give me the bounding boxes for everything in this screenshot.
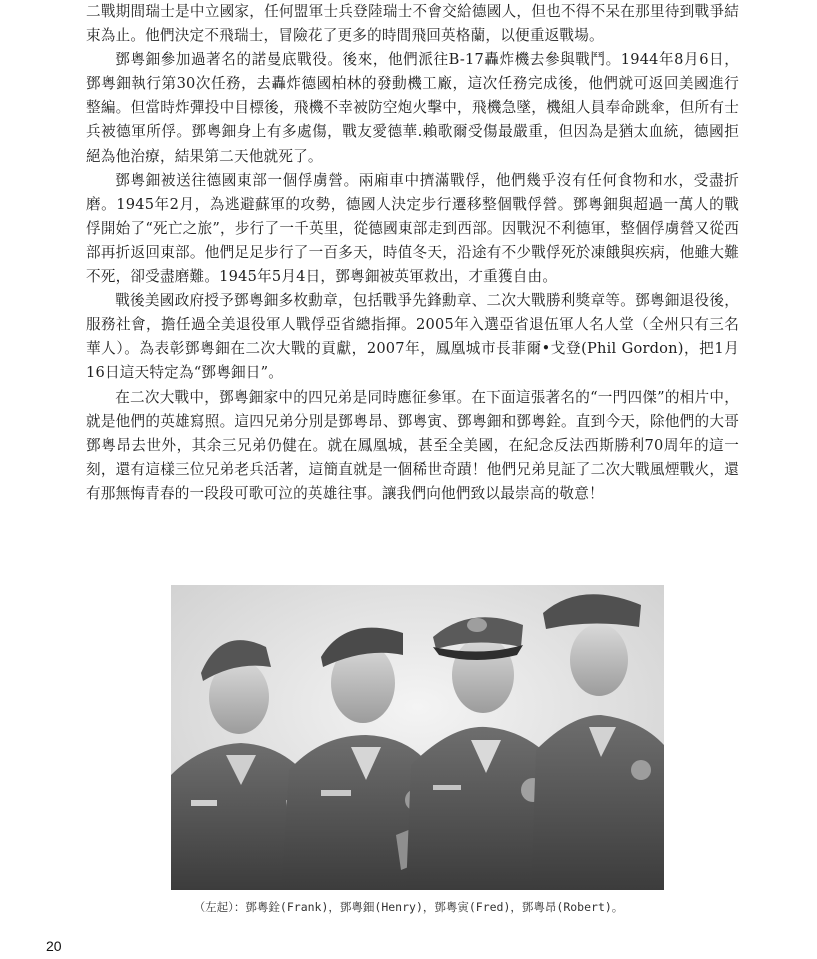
- paragraph-1: 二戰期間瑞士是中立國家，任何盟軍士兵登陸瑞士不會交給德國人，但也不得不呆在那里待到戰爭結束為止。他們決定不飛瑞士，冒險花了更多的時間飛回英格蘭，以便重返戰場。: [86, 3, 739, 45]
- paragraph-2: 鄧粵鈿參加過著名的諾曼底戰役。後來，他們派往B-17轟炸機去參與戰鬥。1944年8月6日，鄧粵鈿執行第30次任務，去轟炸德國柏林的發動機工廠，這次任務完成後，他們就可返回美國進行整編。但當時炸彈投中目標後，飛機不幸被防空炮火擊中，飛機急墜，機組人員奉命跳傘，但所有士兵被德軍所俘。鄧粵鈿身上有多處傷，戰友愛德華.賴歌爾受傷最嚴重，但因為是猶太血統，德國拒絕為他治療，結果第二天他就死了。: [86, 51, 739, 165]
- photo-illustration: [171, 585, 664, 890]
- four-brothers-photo: [171, 585, 664, 890]
- paragraph-3: 鄧粵鈿被送往德國東部一個俘虜營。兩廂車中擠滿戰俘，他們幾乎沒有任何食物和水，受盡折磨。1945年2月，為逃避蘇軍的攻勢，德國人決定步行遷移整個戰俘營。鄧粵鈿與超過一萬人的戰俘開始了“死亡之旅”，步行了一千英里，從德國東部走到西部。因戰況不利德軍，整個俘虜營又從西部再折返回東部。他們足足步行了一百多天，時值冬天，沿途有不少戰俘死於凍餓與疾病，他雖大難不死，卻受盡磨難。1945年5月4日，鄧粵鈿被英軍救出，才重獲自由。: [86, 171, 739, 286]
- photo-caption: （左起）：鄧粵銓(Frank)，鄧粵鈿(Henry)，鄧粵寅(Fred)，鄧粵昂(Robert)。: [193, 900, 624, 914]
- page-number: 20: [46, 938, 62, 954]
- paragraph-5: 在二次大戰中，鄧粵鈿家中的四兄弟是同時應征參軍。在下面這張著名的“一門四傑”的相片中，就是他們的英雄寫照。這四兄弟分別是鄧粵昂、鄧粵寅、鄧粵鈿和鄧粵銓。直到今天，除他們的大哥鄧粵昂去世外，其余三兄弟仍健在。就在鳳凰城，甚至全美國，在紀念反法西斯勝利70周年的這一刻，還有這樣三位兄弟老兵活著，這簡直就是一個稀世奇蹟！他們兄弟見証了二次大戰風煙戰火，還有那無悔青春的一段段可歌可泣的英雄往事。讓我們向他們致以最崇高的敬意！: [86, 388, 739, 502]
- article-text: [86, 0, 739, 506]
- paragraph-4: 戰後美國政府授予鄧粵鈿多枚勳章，包括戰爭先鋒勳章、二次大戰勝利獎章等。鄧粵鈿退役後，服務社會，擔任過全美退役軍人戰俘亞省總指揮。2005年入選亞省退伍軍人名人堂（全州只有三名華人）。為表彰鄧粵鈿在二次大戰的貢獻，2007年，鳳凰城市長菲爾•戈登(Phil Gordon)，把1月16日這天特定為“鄧粵鈿日”。: [86, 292, 739, 382]
